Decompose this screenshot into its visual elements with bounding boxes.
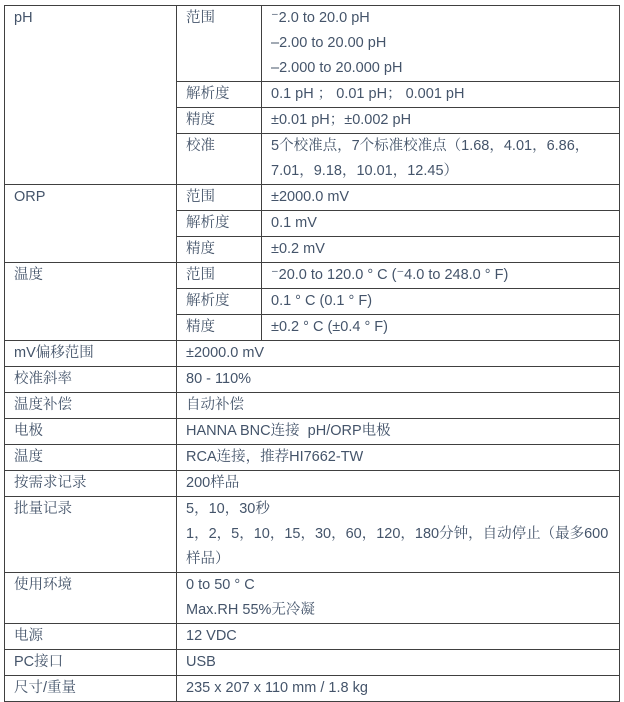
value-line: ⁻20.0 to 120.0 ° C (⁻4.0 to 248.0 ° F) — [271, 267, 509, 283]
value-cell — [262, 6, 620, 82]
value-line: –2.00 to 20.00 pH — [271, 35, 387, 51]
param-cell: 使用环境 — [5, 573, 177, 624]
param-cell: 温度 — [5, 445, 177, 471]
value-cell — [177, 471, 620, 497]
sub-label-cell: 解析度 — [177, 289, 262, 315]
param-cell: 尺寸/重量 — [5, 676, 177, 702]
param-cell: mV偏移范围 — [5, 341, 177, 367]
sub-label-cell: 解析度 — [177, 82, 262, 108]
value-line: ⁻2.0 to 20.0 pH — [271, 10, 370, 26]
table-row — [5, 185, 620, 211]
sub-label-cell: 范围 — [177, 263, 262, 289]
spec-table — [4, 5, 620, 702]
value-cell — [177, 367, 620, 393]
spec-table-body — [5, 6, 620, 702]
value-cell — [262, 211, 620, 237]
param-cell: 校准斜率 — [5, 367, 177, 393]
sub-label-cell: 精度 — [177, 237, 262, 263]
value-cell — [262, 82, 620, 108]
value-line: ±2000.0 mV — [271, 189, 350, 205]
param-cell: ORP — [5, 185, 177, 263]
value-line: RCA连接，推荐HI7662-TW — [186, 449, 364, 465]
value-line: ±0.01 pH；±0.002 pH — [271, 112, 412, 128]
value-cell — [262, 108, 620, 134]
table-row — [5, 497, 620, 573]
param-cell: 按需求记录 — [5, 471, 177, 497]
table-row — [5, 471, 620, 497]
value-line: 0.1 ° C (0.1 ° F) — [271, 293, 373, 309]
table-row — [5, 676, 620, 702]
sub-label-cell: 解析度 — [177, 211, 262, 237]
value-line: 200样品 — [186, 475, 240, 491]
table-row — [5, 341, 620, 367]
value-line: 12 VDC — [186, 628, 237, 644]
table-row — [5, 367, 620, 393]
sub-label-cell: 精度 — [177, 108, 262, 134]
value-cell — [262, 315, 620, 341]
table-row — [5, 6, 620, 82]
value-line: HANNA BNC连接 pH/ORP电极 — [186, 423, 391, 439]
value-cell — [177, 650, 620, 676]
sub-label-cell: 范围 — [177, 6, 262, 82]
value-line: 自动补偿 — [186, 397, 244, 413]
param-cell: 温度 — [5, 263, 177, 341]
sub-label-cell: 范围 — [177, 185, 262, 211]
value-cell — [262, 263, 620, 289]
param-cell: 电源 — [5, 624, 177, 650]
value-cell — [177, 393, 620, 419]
value-line: ±2000.0 mV — [186, 345, 265, 361]
param-cell: 电极 — [5, 419, 177, 445]
table-row — [5, 445, 620, 471]
value-line: 1，2，5，10，15，30，60，120，180分钟，自动停止（最多600样品） — [186, 526, 609, 567]
value-cell — [177, 497, 620, 573]
value-line: –2.000 to 20.000 pH — [271, 60, 403, 76]
param-cell: 温度补偿 — [5, 393, 177, 419]
value-line: 80 - 110% — [186, 371, 252, 387]
param-cell: pH — [5, 6, 177, 185]
value-line: ±0.2 ° C (±0.4 ° F) — [271, 319, 388, 335]
value-cell — [177, 419, 620, 445]
value-line: Max.RH 55%无冷凝 — [186, 602, 315, 618]
value-line: USB — [186, 654, 216, 670]
value-cell — [177, 445, 620, 471]
value-cell — [177, 676, 620, 702]
table-row — [5, 419, 620, 445]
table-row — [5, 650, 620, 676]
value-line: 0.1 pH ； 0.01 pH； 0.001 pH — [271, 86, 465, 102]
param-cell: PC接口 — [5, 650, 177, 676]
value-cell — [262, 237, 620, 263]
sub-label-cell: 精度 — [177, 315, 262, 341]
value-cell — [262, 289, 620, 315]
value-cell — [262, 134, 620, 185]
value-cell — [177, 341, 620, 367]
table-row — [5, 393, 620, 419]
value-line: 235 x 207 x 110 mm / 1.8 kg — [186, 680, 368, 696]
value-line: 0.1 mV — [271, 215, 317, 231]
table-row — [5, 573, 620, 624]
value-line: 0 to 50 ° C — [186, 577, 255, 593]
value-cell — [262, 185, 620, 211]
sub-label-cell: 校准 — [177, 134, 262, 185]
value-line: 5个校准点，7个标准校准点（1.68，4.01，6.86，7.01，9.18，10.01，12.45） — [271, 138, 590, 179]
table-row — [5, 624, 620, 650]
value-line: ±0.2 mV — [271, 241, 325, 257]
value-line: 5，10，30秒 — [186, 501, 270, 517]
param-cell: 批量记录 — [5, 497, 177, 573]
value-cell — [177, 573, 620, 624]
value-cell — [177, 624, 620, 650]
table-row — [5, 263, 620, 289]
